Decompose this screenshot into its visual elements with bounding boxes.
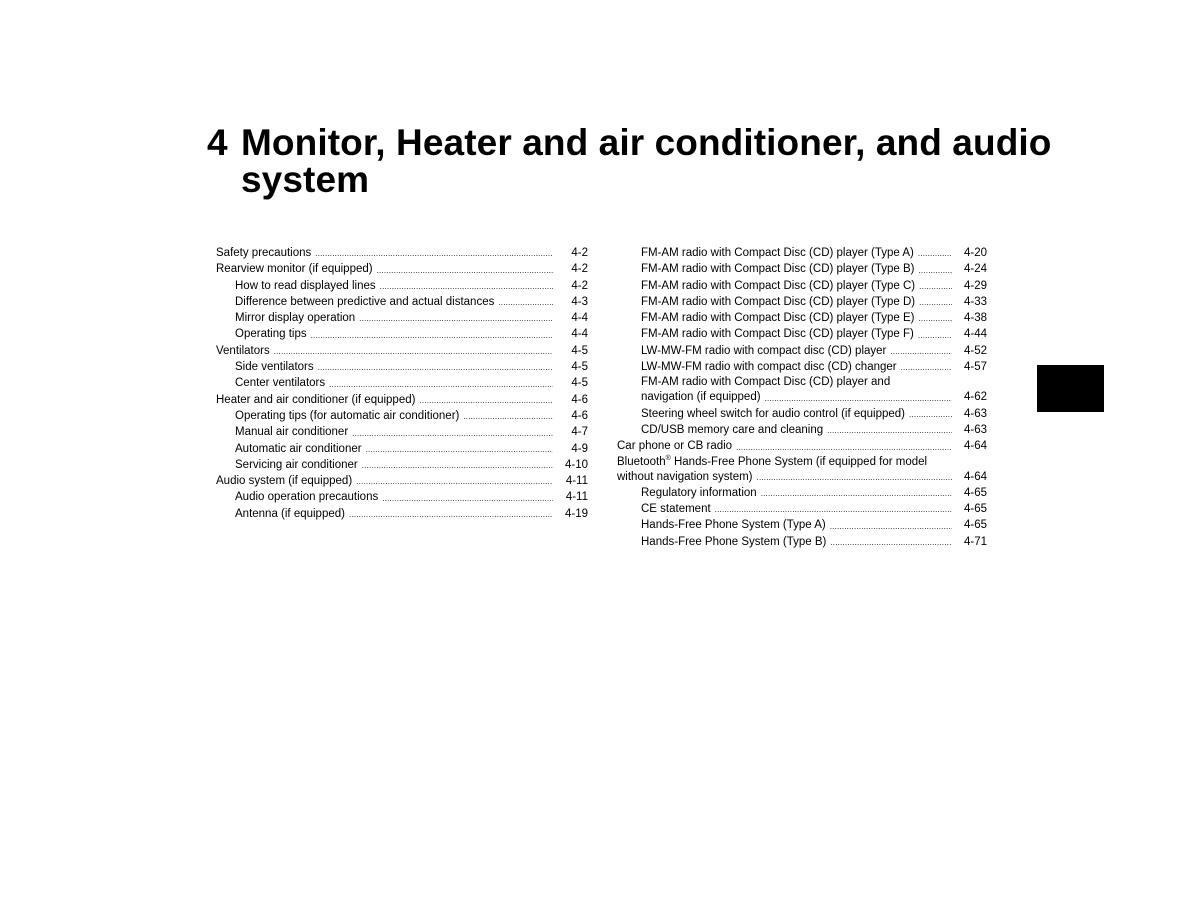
toc-entry-page: 4-5 bbox=[571, 377, 588, 390]
toc-leader-dots bbox=[463, 410, 553, 424]
toc-entry-page: 4-11 bbox=[565, 475, 588, 488]
toc-leader-dots bbox=[274, 345, 553, 359]
toc-entry-title: Antenna (if equipped) bbox=[235, 507, 345, 520]
toc-entry-page: 4-2 bbox=[571, 263, 588, 276]
toc-entry-page: 4-3 bbox=[571, 295, 588, 308]
toc-entry-title: Mirror display operation bbox=[235, 312, 356, 325]
toc-entry[interactable] bbox=[216, 294, 588, 310]
toc-entry[interactable] bbox=[216, 424, 588, 440]
toc-entry[interactable]: Hands-Free Phone System (Type A) ..... 4-65 bbox=[617, 517, 987, 533]
toc-entry-title: Center ventilators bbox=[235, 377, 326, 390]
chapter-title-line1: Monitor, Heater and air conditioner, and audio bbox=[241, 122, 1052, 163]
toc-leader-dots bbox=[377, 264, 553, 278]
toc-entry[interactable] bbox=[216, 375, 588, 391]
toc-entry[interactable] bbox=[216, 278, 588, 294]
toc-leader-dots bbox=[380, 280, 553, 294]
toc-leader-dots bbox=[318, 361, 553, 375]
toc-entry-title: How to read displayed lines bbox=[235, 279, 376, 292]
toc-entry-page: 4-7 bbox=[571, 426, 588, 439]
toc-entry-title: Audio operation precautions bbox=[235, 491, 379, 504]
toc-leader-dots bbox=[329, 378, 553, 392]
toc-entry-title: Rearview monitor (if equipped) bbox=[216, 263, 373, 276]
chapter-title-line2: system bbox=[241, 159, 370, 200]
toc-leader-dots bbox=[315, 247, 553, 261]
toc-leader-dots bbox=[366, 443, 553, 457]
toc-entry-page: 4-11 bbox=[565, 491, 588, 504]
toc-entry-title: Ventilators bbox=[216, 344, 270, 357]
chapter-title bbox=[207, 124, 1051, 198]
toc-entry[interactable]: FM-AM radio with Compact Disc (CD) player (Type A) ..... 4-20 bbox=[617, 245, 987, 261]
toc-entry-page: 4-6 bbox=[571, 409, 588, 422]
toc-entry-page: 4-10 bbox=[564, 458, 588, 471]
toc-entry[interactable]: Bluetooth® Hands-Free Phone System (if equipped for model without navigation system) ..... 4-64 bbox=[617, 455, 987, 485]
toc-entry-title: Operating tips bbox=[235, 328, 307, 341]
toc-entry-title: Servicing air conditioner bbox=[235, 458, 358, 471]
chapter-number: 4 bbox=[207, 122, 228, 163]
toc-entry[interactable] bbox=[216, 506, 588, 522]
toc-entry[interactable] bbox=[216, 359, 588, 375]
toc-leader-dots bbox=[359, 312, 553, 326]
toc-entry[interactable] bbox=[216, 408, 588, 424]
toc-leader-dots bbox=[498, 296, 553, 310]
toc-leader-dots bbox=[356, 475, 553, 489]
toc-entry[interactable] bbox=[216, 392, 588, 408]
toc-entry-page: 4-6 bbox=[571, 393, 588, 406]
toc-entry[interactable]: FM-AM radio with Compact Disc (CD) player (Type D) ..... 4-33 bbox=[617, 294, 987, 310]
toc-entry[interactable] bbox=[216, 473, 588, 489]
toc-entry[interactable]: CD/USB memory care and cleaning ..... 4-63 bbox=[617, 422, 987, 438]
toc-entry-page: 4-4 bbox=[571, 328, 588, 341]
toc-entry[interactable] bbox=[216, 245, 588, 261]
toc-entry[interactable] bbox=[216, 457, 588, 473]
toc-leader-dots bbox=[311, 329, 553, 343]
toc-entry[interactable]: Car phone or CB radio ..... 4-64 bbox=[617, 438, 987, 454]
toc-entry[interactable]: LW-MW-FM radio with compact disc (CD) changer ..... 4-57 bbox=[617, 359, 987, 375]
toc-leader-dots bbox=[419, 394, 553, 408]
toc-entry-page: 4-5 bbox=[571, 361, 588, 374]
toc-entry[interactable] bbox=[216, 261, 588, 277]
toc-entry[interactable] bbox=[216, 343, 588, 359]
toc-entry[interactable]: Regulatory information ..... 4-65 bbox=[617, 485, 987, 501]
chapter-tab-marker bbox=[1037, 365, 1104, 412]
toc-entry-title: Difference between predictive and actual distances bbox=[235, 295, 495, 308]
toc-entry[interactable]: FM-AM radio with Compact Disc (CD) player (Type C) ..... 4-29 bbox=[617, 278, 987, 294]
toc-entry[interactable] bbox=[216, 310, 588, 326]
toc-entry[interactable] bbox=[216, 441, 588, 457]
toc-entry-title: Manual air conditioner bbox=[235, 426, 349, 439]
toc-entry[interactable]: FM-AM radio with Compact Disc (CD) player (Type B) ..... 4-24 bbox=[617, 261, 987, 277]
toc-entry[interactable]: Hands-Free Phone System (Type B) ..... 4-71 bbox=[617, 534, 987, 550]
toc-entry-title: Audio system (if equipped) bbox=[216, 475, 353, 488]
toc-leader-dots bbox=[362, 459, 553, 473]
toc-entry[interactable]: FM-AM radio with Compact Disc (CD) player (Type F) ..... 4-44 bbox=[617, 326, 987, 342]
toc-entry[interactable]: FM-AM radio with Compact Disc (CD) player and navigation (if equipped) ..... 4-62 bbox=[617, 375, 987, 405]
toc-entry-title: Automatic air conditioner bbox=[235, 442, 362, 455]
toc-entry-page: 4-2 bbox=[571, 279, 588, 292]
toc-right-column bbox=[617, 245, 987, 550]
toc-entry-title: Operating tips (for automatic air conditioner) bbox=[235, 409, 460, 422]
toc-left-column bbox=[216, 245, 588, 522]
toc-entry-page: 4-9 bbox=[571, 442, 588, 455]
toc-entry[interactable]: CE statement ..... 4-65 bbox=[617, 501, 987, 517]
toc-entry-title: Safety precautions bbox=[216, 247, 312, 259]
toc-entry[interactable]: LW-MW-FM radio with compact disc (CD) player ..... 4-52 bbox=[617, 343, 987, 359]
toc-entry-page: 4-5 bbox=[571, 344, 588, 357]
toc-leader-dots bbox=[382, 492, 553, 506]
toc-entry-page: 4-4 bbox=[571, 312, 588, 325]
toc-entry-page: 4-2 bbox=[571, 247, 588, 259]
toc-entry[interactable]: FM-AM radio with Compact Disc (CD) player (Type E) ..... 4-38 bbox=[617, 310, 987, 326]
toc-entry[interactable] bbox=[216, 489, 588, 505]
toc-leader-dots bbox=[349, 508, 553, 522]
toc-entry-title: Side ventilators bbox=[235, 361, 314, 374]
toc-entry-title: Heater and air conditioner (if equipped) bbox=[216, 393, 416, 406]
toc-entry[interactable] bbox=[216, 326, 588, 342]
toc-entry-page: 4-19 bbox=[564, 507, 588, 520]
toc-leader-dots bbox=[352, 427, 553, 441]
toc-entry[interactable]: Steering wheel switch for audio control (if equipped) ..... 4-63 bbox=[617, 406, 987, 422]
